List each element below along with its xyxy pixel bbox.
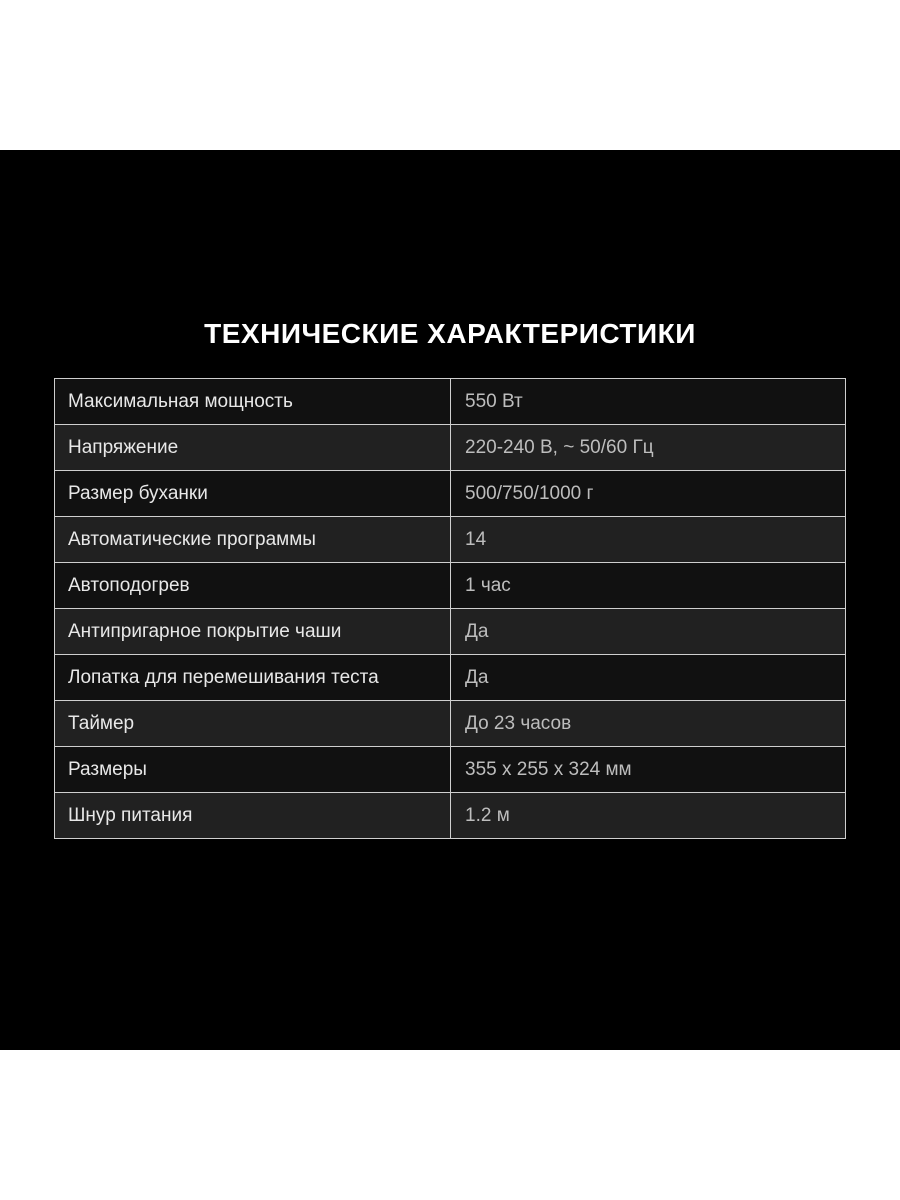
spec-table [54,378,846,839]
spec-label: Размеры [55,747,451,793]
spec-label: Напряжение [55,425,451,471]
spec-label: Лопатка для перемешивания теста [55,655,451,701]
spec-value: Да [451,609,846,655]
table-row [55,517,846,563]
table-row [55,793,846,839]
table-row [55,655,846,701]
spec-label: Шнур питания [55,793,451,839]
table-row [55,701,846,747]
spec-label: Максимальная мощность [55,379,451,425]
spec-value: 1 час [451,563,846,609]
spec-value: 500/750/1000 г [451,471,846,517]
spec-label: Антипригарное покрытие чаши [55,609,451,655]
spec-value: 220-240 В, ~ 50/60 Гц [451,425,846,471]
spec-label: Размер буханки [55,471,451,517]
table-row [55,425,846,471]
spec-value: 1.2 м [451,793,846,839]
spec-label: Автоматические программы [55,517,451,563]
spec-value: До 23 часов [451,701,846,747]
spec-value: 355 x 255 x 324 мм [451,747,846,793]
table-row [55,563,846,609]
table-row [55,747,846,793]
spec-value: 14 [451,517,846,563]
spec-label: Таймер [55,701,451,747]
table-row [55,609,846,655]
table-row [55,379,846,425]
spec-value: 550 Вт [451,379,846,425]
spec-label: Автоподогрев [55,563,451,609]
table-row [55,471,846,517]
spec-value: Да [451,655,846,701]
page-title: ТЕХНИЧЕСКИЕ ХАРАКТЕРИСТИКИ [204,318,696,349]
